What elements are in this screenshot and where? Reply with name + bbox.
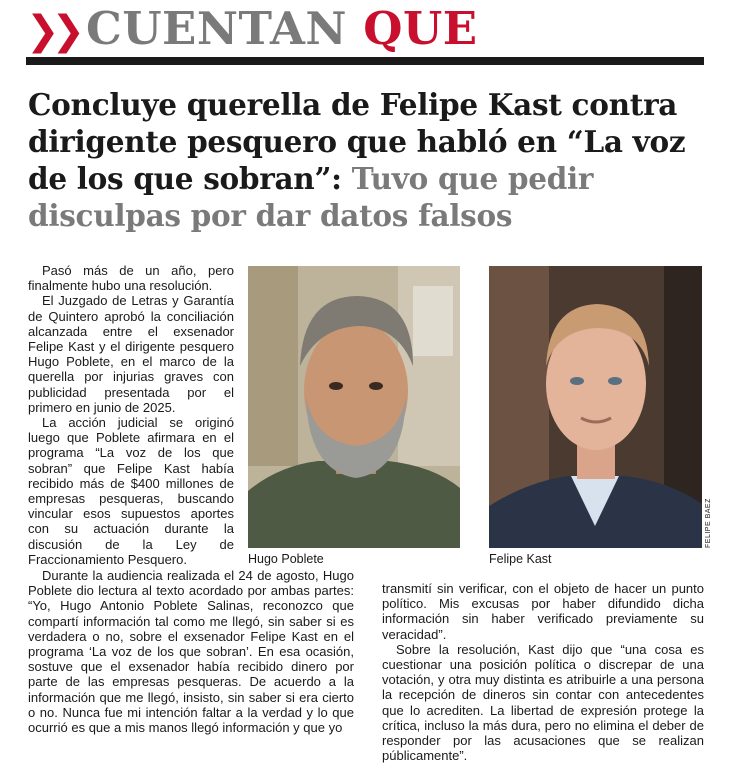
- headline-main: Concluye querella de Felipe Kast contra dirigente pesquero que habló en “La voz de los que sobran”:: [28, 87, 686, 196]
- photo-hugo-poblete: [248, 266, 460, 548]
- body-paragraph: Pasó más de un año, pero finalmente hubo una resolución.: [28, 263, 234, 294]
- body-paragraph: La acción judicial se originó luego que Poblete afirmara en el programa “La voz de los que sobran” que Felipe Kast había recibido más de $400 millones de empresas pesqueras, buscando vincular esos supuestos aportes con su actuación durante la discusión de la Ley de Fraccionamiento Pesquero.: [28, 415, 234, 567]
- body-column-right: [382, 581, 704, 763]
- article-headline: [28, 86, 718, 234]
- double-chevron-right-icon: ❯❯: [26, 8, 78, 54]
- photo-felipe-kast: [489, 266, 702, 548]
- photo-caption-poblete: Hugo Poblete: [248, 552, 324, 566]
- body-paragraph: El Juzgado de Letras y Garantía de Quintero aprobó la conciliación alcanzada entre el exsenador Felipe Kast y el dirigente pesquero Hugo Poblete, en el marco de la querella por injurias graves con publicidad presentada por el primero en junio de 2025.: [28, 293, 234, 415]
- portrait-man-suit-icon: [489, 266, 702, 548]
- body-paragraph: Durante la audiencia realizada el 24 de agosto, Hugo Poblete dio lectura al texto acordado por ambas partes: “Yo, Hugo Antonio Poblete Salinas, reconozco que compartí información tal como me llegó, sin saber si es verdadera o no, sobre el exsenador Felipe Kast en el programa ‘La voz de los que sobran’. En esa ocasión, sostuve que el exsenador había recibido dinero por parte de las empresas pesqueras. De acuerdo a la información que me llegó, insisto, sin saber si era cierto o no. Nunca fue mi intención faltar a la verdad y lo que ocurrió es que a mis manos llegó información y que yo: [28, 568, 354, 736]
- section-title-word-2: QUE: [363, 2, 478, 55]
- portrait-man-bearded-icon: [248, 266, 460, 548]
- section-title: [86, 2, 478, 55]
- photo-credit: FELIPE BAEZ: [705, 498, 712, 548]
- photo-caption-kast: Felipe Kast: [489, 552, 552, 566]
- headline-sub: Tuvo que pedir disculpas por dar datos falsos: [28, 161, 594, 233]
- section-header: [18, 2, 718, 54]
- body-column-left: [28, 263, 234, 567]
- body-paragraph: transmití sin verificar, con el objeto de hacer un punto político. Mis excusas por haber difundido dicha información sin haber verificado previamente su veracidad”.: [382, 581, 704, 642]
- section-title-word-1: CUENTAN: [86, 2, 348, 55]
- body-column-bottom-left: [28, 568, 354, 735]
- body-paragraph: Sobre la resolución, Kast dijo que “una cosa es cuestionar una posición política o discrepar de una votación, y otra muy distinta es atribuirle a una persona la recepción de dineros sin contar con antecedentes que lo acrediten. La libertad de expresión protege la crítica, incluso la más dura, pero no elimina el deber de responder por las acusaciones que se realizan públicamente”.: [382, 641, 704, 764]
- section-rule: [26, 57, 704, 65]
